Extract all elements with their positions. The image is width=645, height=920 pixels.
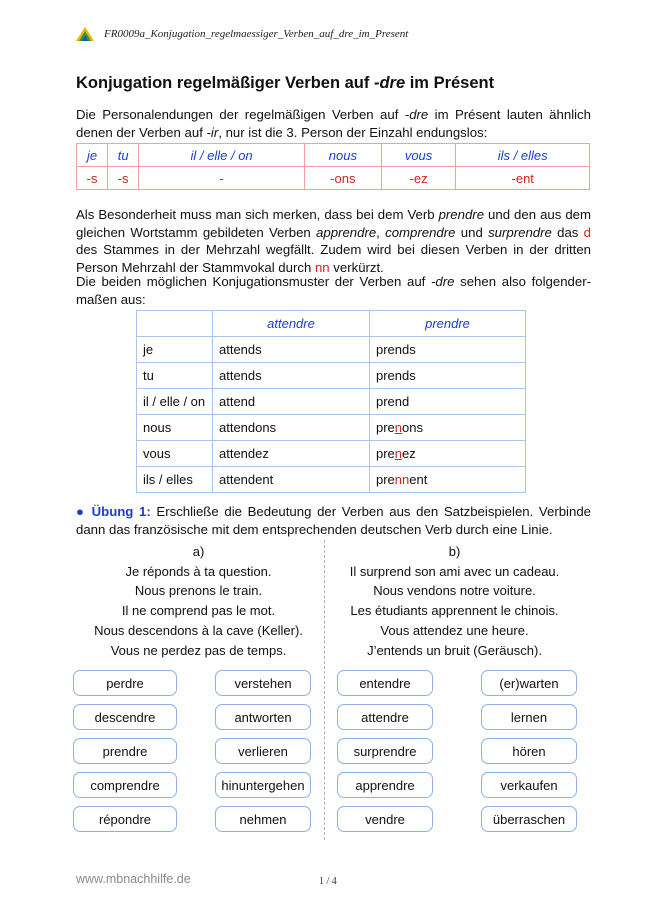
empty-header-cell — [137, 311, 213, 337]
conjugation-row — [137, 389, 526, 415]
example-sentence: Vous ne perdez pas de temps. — [110, 642, 287, 658]
example-sentence: Les étudiants apprennent le chinois. — [350, 603, 559, 619]
verb-box-german-b[interactable]: verkaufen — [481, 772, 577, 798]
verb-box-french-a[interactable]: perdre — [73, 670, 177, 696]
verb-box-german-b[interactable]: (er)warten — [481, 670, 577, 696]
pronoun-cell: ils / elles — [137, 467, 213, 493]
attendre-cell: attend — [213, 389, 370, 415]
verb-box-french-b[interactable]: surprendre — [337, 738, 433, 764]
verb-box-german-a[interactable]: antworten — [215, 704, 311, 730]
prendre-cell: prends — [370, 363, 526, 389]
example-sentence: J’entends un bruit (Geräusch). — [367, 642, 542, 658]
endings-suffix: -ez — [381, 167, 456, 190]
endings-suffix: -s — [108, 167, 139, 190]
attendre-cell: attends — [213, 363, 370, 389]
exercise-instructions: ● Übung 1: Erschließe die Bedeutung der Verben aus den Satzbeispielen. Verbinde dann das französische mit dem entsprechenden deutschen Verb durch eine Linie. — [76, 504, 591, 537]
verb-box-french-b[interactable]: attendre — [337, 704, 433, 730]
attendre-cell: attendent — [213, 467, 370, 493]
prendre-cell: prenons — [370, 415, 526, 441]
pronoun-cell: nous — [137, 415, 213, 441]
verb-box-german-a[interactable]: verstehen — [215, 670, 311, 696]
conjugation-row — [137, 337, 526, 363]
endings-suffix-row — [77, 167, 590, 190]
endings-pronoun: il / elle / on — [139, 144, 305, 167]
attendre-cell: attendez — [213, 441, 370, 467]
verb-box-french-a[interactable]: descendre — [73, 704, 177, 730]
header-filename: FR0009a_Konjugation_regelmaessiger_Verben_auf_dre_im_Present — [104, 28, 409, 40]
attendre-cell: attends — [213, 337, 370, 363]
verb-box-german-a[interactable]: verlieren — [215, 738, 311, 764]
example-sentence: Je réponds à ta question. — [125, 563, 272, 579]
conjugation-row — [137, 363, 526, 389]
page-header — [76, 27, 408, 41]
pronoun-cell: je — [137, 337, 213, 363]
conjugation-row — [137, 415, 526, 441]
conjugation-table — [136, 310, 526, 493]
prendre-cell: prend — [370, 389, 526, 415]
footer-website: www.mbnachhilfe.de — [76, 872, 191, 886]
endings-suffix: -ons — [305, 167, 382, 190]
endings-suffix: - — [139, 167, 305, 190]
endings-pronoun: ils / elles — [456, 144, 590, 167]
header-attendre: attendre — [213, 311, 370, 337]
verb-box-french-b[interactable]: vendre — [337, 806, 433, 832]
endings-pronoun-row — [77, 144, 590, 167]
endings-suffix: -ent — [456, 167, 590, 190]
endings-pronoun: tu — [108, 144, 139, 167]
example-sentence: Nous prenons le train. — [134, 583, 263, 599]
example-sentence: Il surprend son ami avec un cadeau. — [349, 563, 560, 579]
sentences-column-b — [332, 542, 577, 660]
verb-box-french-b[interactable]: entendre — [337, 670, 433, 696]
column-divider — [324, 540, 325, 840]
verb-box-german-b[interactable]: überraschen — [481, 806, 577, 832]
conjugation-row — [137, 467, 526, 493]
column-heading: b) — [448, 544, 461, 559]
verb-box-german-b[interactable]: lernen — [481, 704, 577, 730]
conjugation-header-row — [137, 311, 526, 337]
prendre-cell: prends — [370, 337, 526, 363]
exercise-label: ● Übung 1: — [76, 504, 151, 519]
pronoun-cell: tu — [137, 363, 213, 389]
sentences-column-a — [76, 542, 321, 660]
verb-box-german-a[interactable]: hinuntergehen — [215, 772, 311, 798]
example-sentence: Il ne comprend pas le mot. — [121, 603, 276, 619]
intro-paragraph: Die Personalendungen der regelmäßigen Verben auf -dre im Présent lauten ähnlich denen der Verben auf -ir, nur ist die 3. Person der Einzahl endungslos: — [76, 107, 591, 140]
example-sentence: Nous vendons notre voiture. — [373, 583, 536, 599]
verb-box-french-a[interactable]: répondre — [73, 806, 177, 832]
example-sentence: Nous descendons à la cave (Keller). — [94, 622, 303, 638]
header-prendre: prendre — [370, 311, 526, 337]
verb-box-german-a[interactable]: nehmen — [215, 806, 311, 832]
patterns-paragraph: Die beiden möglichen Konjugationsmuster der Verben auf -dre sehen also folgender-maßen aus: — [76, 274, 591, 307]
verb-box-french-a[interactable]: prendre — [73, 738, 177, 764]
prendre-cell: prenez — [370, 441, 526, 467]
attendre-cell: attendons — [213, 415, 370, 441]
page-title: Konjugation regelmäßiger Verben auf -dre im Présent — [76, 74, 495, 92]
verb-box-french-b[interactable]: apprendre — [337, 772, 433, 798]
example-sentence: Vous attendez une heure. — [380, 622, 529, 638]
footer-page-number: 1 / 4 — [319, 876, 337, 887]
triangle-logo-icon — [76, 27, 94, 41]
endings-pronoun: nous — [305, 144, 382, 167]
endings-pronoun: je — [77, 144, 108, 167]
pronoun-cell: vous — [137, 441, 213, 467]
column-heading: a) — [192, 544, 205, 559]
endings-table — [76, 143, 590, 190]
special-rule-paragraph: Als Besonderheit muss man sich merken, dass bei dem Verb prendre und den aus dem gleichen Wortstamm gebildeten Verben apprendre, comprendre und surprendre das d des Stammes in der Mehrzahl wegfällt. Zudem wird bei diesen Verben in der dritten Person Mehrzahl der Stammvokal durch nn verkürzt. — [76, 207, 591, 275]
conjugation-row — [137, 441, 526, 467]
verb-box-german-b[interactable]: hören — [481, 738, 577, 764]
endings-suffix: -s — [77, 167, 108, 190]
endings-pronoun: vous — [381, 144, 456, 167]
verb-box-french-a[interactable]: comprendre — [73, 772, 177, 798]
pronoun-cell: il / elle / on — [137, 389, 213, 415]
prendre-cell: prennent — [370, 467, 526, 493]
